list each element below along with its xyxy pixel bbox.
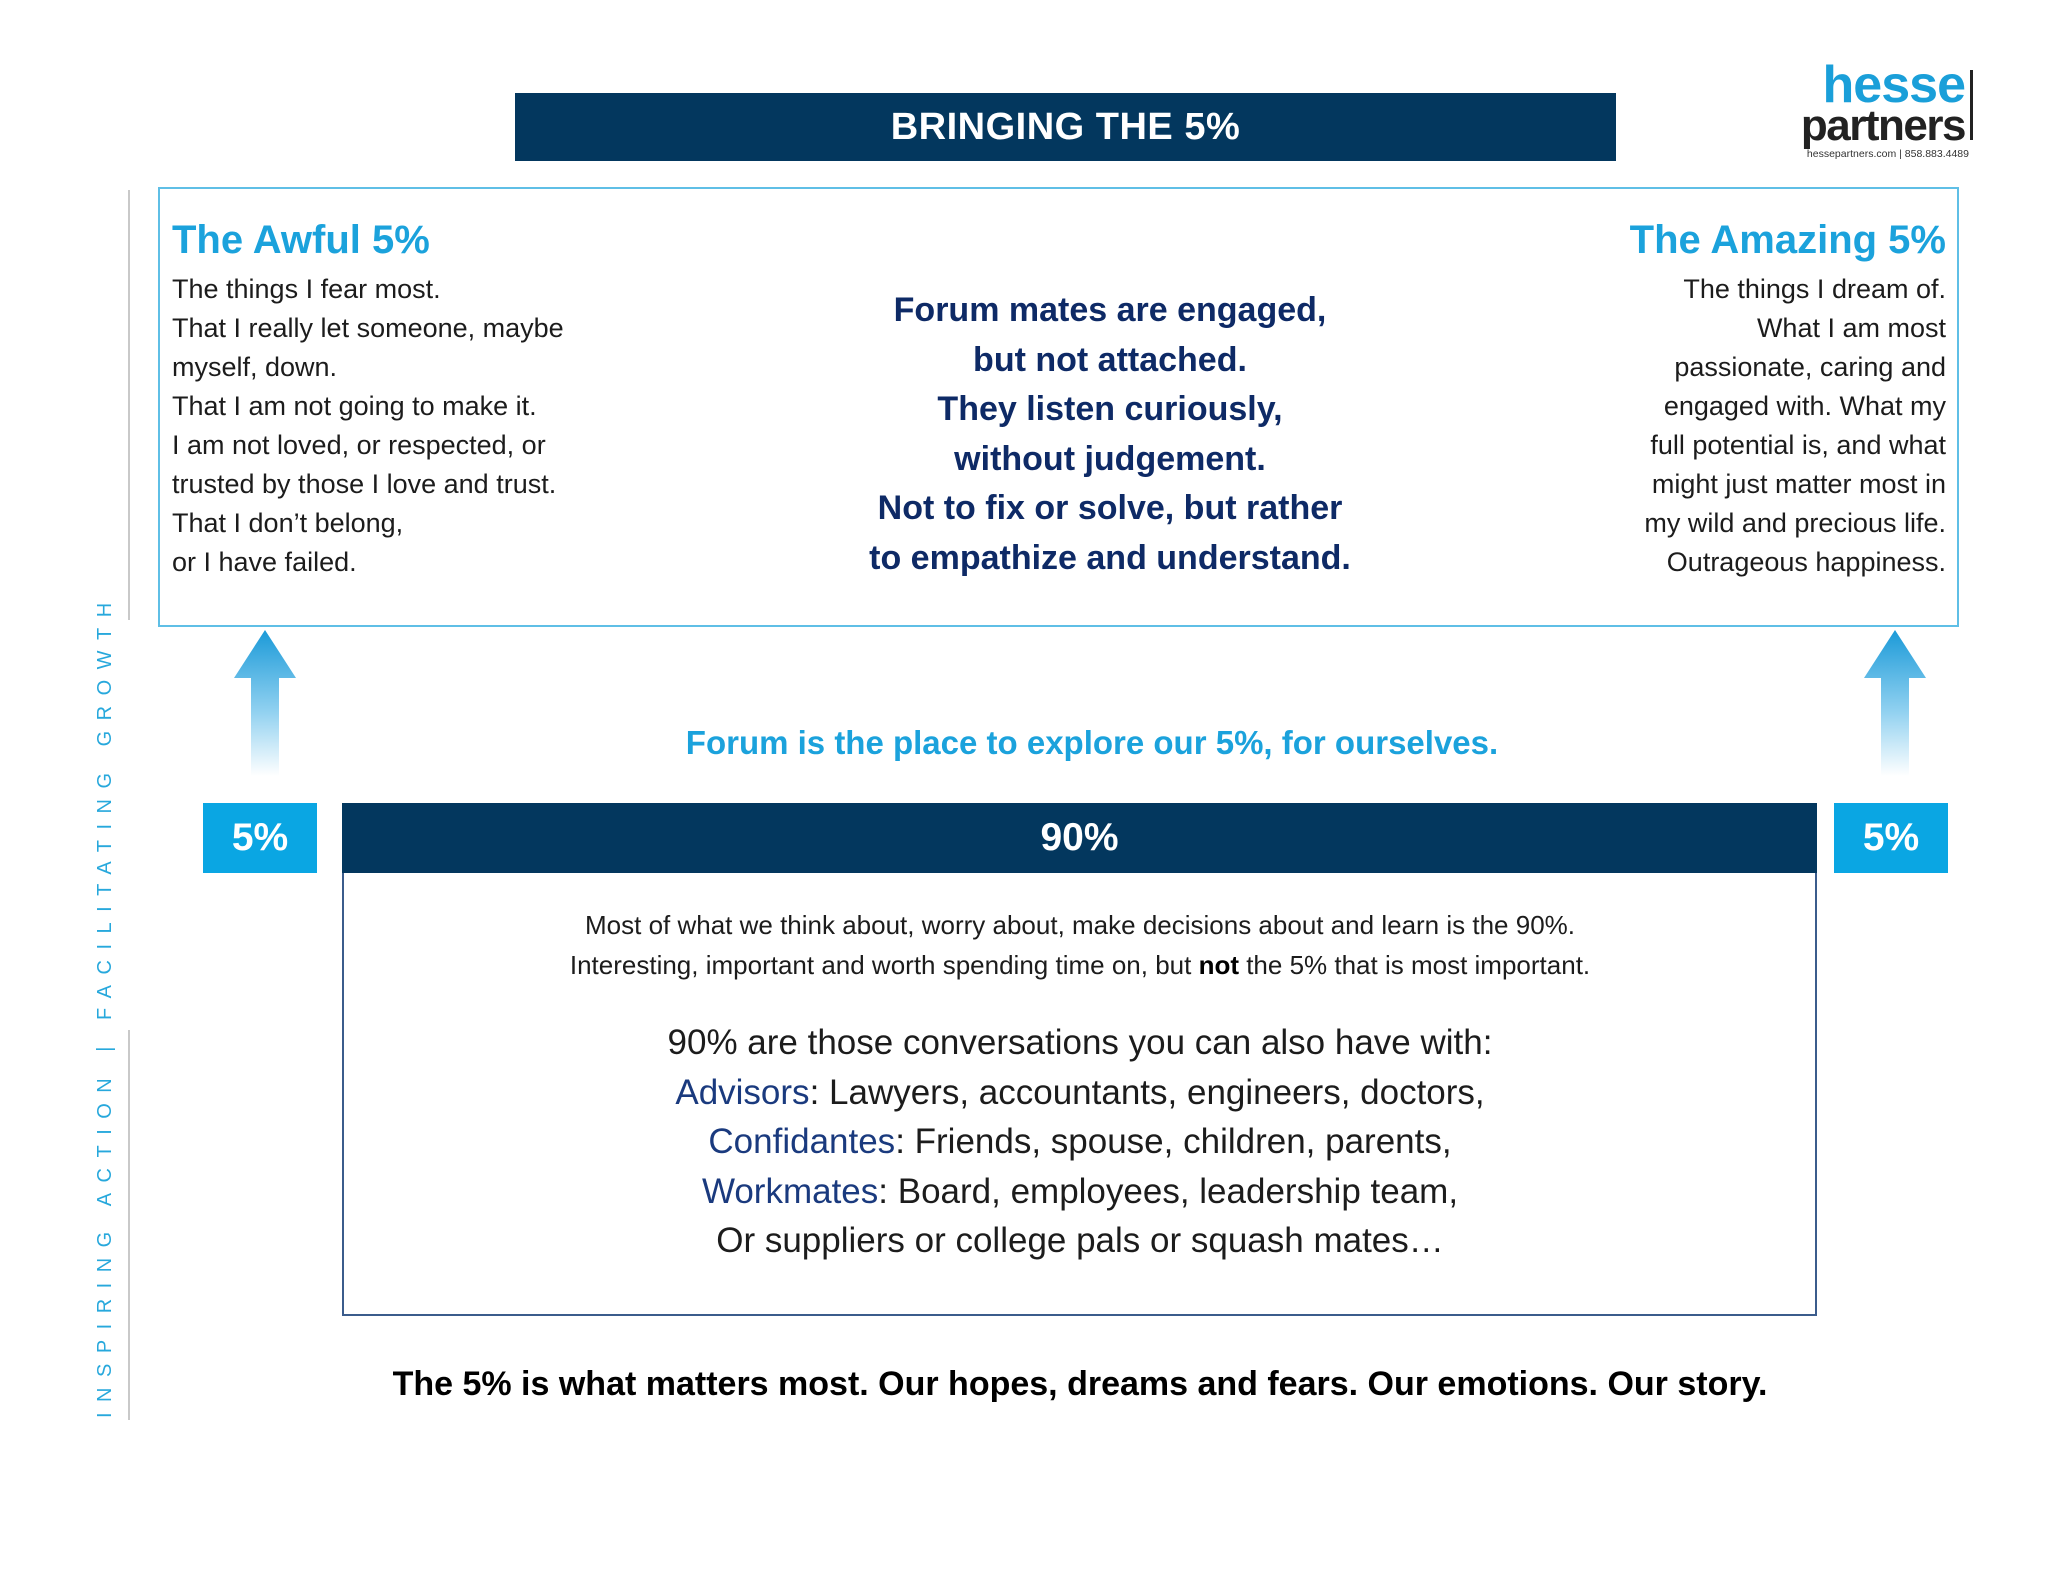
page-title: BRINGING THE 5% (515, 93, 1616, 161)
logo-bar (1970, 70, 1973, 140)
forum-statement: Forum is the place to explore our 5%, for ourselves. (685, 724, 1499, 761)
ninety-line-2-end: the 5% that is most important. (1238, 950, 1591, 980)
ninety-line-2-emphasis: not (1198, 950, 1239, 980)
awful-line: That I really let someone, maybe (172, 313, 564, 343)
center-line: Forum mates are engaged, (893, 291, 1327, 329)
five-percent-tag-right: 5% (1834, 803, 1948, 873)
up-arrow-right-icon (1862, 628, 1928, 778)
amazing-body (1540, 270, 1946, 582)
amazing-line: passionate, caring and (1674, 352, 1946, 382)
group-members: : Friends, spouse, children, parents, (895, 1122, 1452, 1161)
center-line: to empathize and understand. (869, 538, 1351, 577)
center-line: but not attached. (973, 340, 1247, 379)
awful-line: trusted by those I love and trust. (172, 469, 557, 499)
group-name: Workmates (701, 1171, 879, 1211)
awful-line: The things I fear most. (172, 274, 441, 304)
conversation-list (450, 1018, 1710, 1266)
amazing-line: might just matter most in (1651, 469, 1946, 499)
amazing-five-column (1540, 216, 1946, 582)
ninety-line-2-start: Interesting, important and worth spending time on, but (569, 950, 1199, 980)
logo-wordmark-hesse: hesse (1822, 56, 1965, 114)
amazing-line: my wild and precious life. (1644, 508, 1946, 538)
logo-contact: hessepartners.com | 858.883.4489 (1806, 148, 1969, 160)
up-arrow-left-icon (232, 628, 298, 778)
logo-wordmark-partners: partners (1800, 101, 1965, 150)
forum-mates-message (780, 286, 1440, 583)
ninety-percent-heading: 90% (342, 803, 1817, 873)
conversation-intro: 90% are those conversations you can also have with: (667, 1023, 1493, 1062)
awful-line: I am not loved, or respected, or (172, 430, 546, 460)
conversation-group (450, 1117, 1710, 1167)
awful-line: myself, down. (172, 352, 338, 382)
awful-line: or I have failed. (172, 547, 357, 577)
amazing-line: full potential is, and what (1650, 430, 1946, 460)
closing-statement: The 5% is what matters most. Our hopes, dreams and fears. Our emotions. Our story. (392, 1365, 1768, 1403)
conversation-group (450, 1068, 1710, 1118)
ninety-line-2 (400, 945, 1760, 985)
five-percent-tag-left: 5% (203, 803, 317, 873)
conversation-group (450, 1167, 1710, 1217)
conversation-last: Or suppliers or college pals or squash mates… (716, 1221, 1444, 1260)
group-name: Advisors (675, 1072, 810, 1112)
side-divider-lower (128, 1030, 130, 1420)
amazing-line: What I am most (1756, 313, 1946, 343)
ninety-description (400, 905, 1760, 985)
awful-body (172, 270, 642, 582)
amazing-line: engaged with. What my (1663, 391, 1946, 421)
amazing-line: Outrageous happiness. (1666, 547, 1946, 577)
amazing-line: The things I dream of. (1683, 274, 1946, 304)
awful-heading: The Awful 5% (172, 218, 430, 262)
group-members: : Lawyers, accountants, engineers, doctors, (809, 1072, 1485, 1112)
side-tagline-text: INSPIRING ACTION | FACILITATING GROWTH (94, 592, 116, 1418)
group-members: : Board, employees, leadership team, (878, 1171, 1459, 1211)
center-line: Not to fix or solve, but rather (877, 489, 1343, 527)
center-line: They listen curiously, (937, 390, 1283, 428)
hesse-partners-logo (1775, 56, 1975, 162)
awful-line: That I am not going to make it. (172, 391, 537, 421)
side-divider-upper (128, 190, 130, 620)
awful-five-column (172, 216, 642, 582)
group-name: Confidantes (708, 1122, 896, 1161)
amazing-heading: The Amazing 5% (1629, 218, 1946, 262)
awful-line: That I don’t belong, (172, 508, 404, 538)
ninety-line-1: Most of what we think about, worry about, make decisions about and learn is the 90%. (585, 910, 1575, 940)
center-line: without judgement. (954, 439, 1266, 478)
